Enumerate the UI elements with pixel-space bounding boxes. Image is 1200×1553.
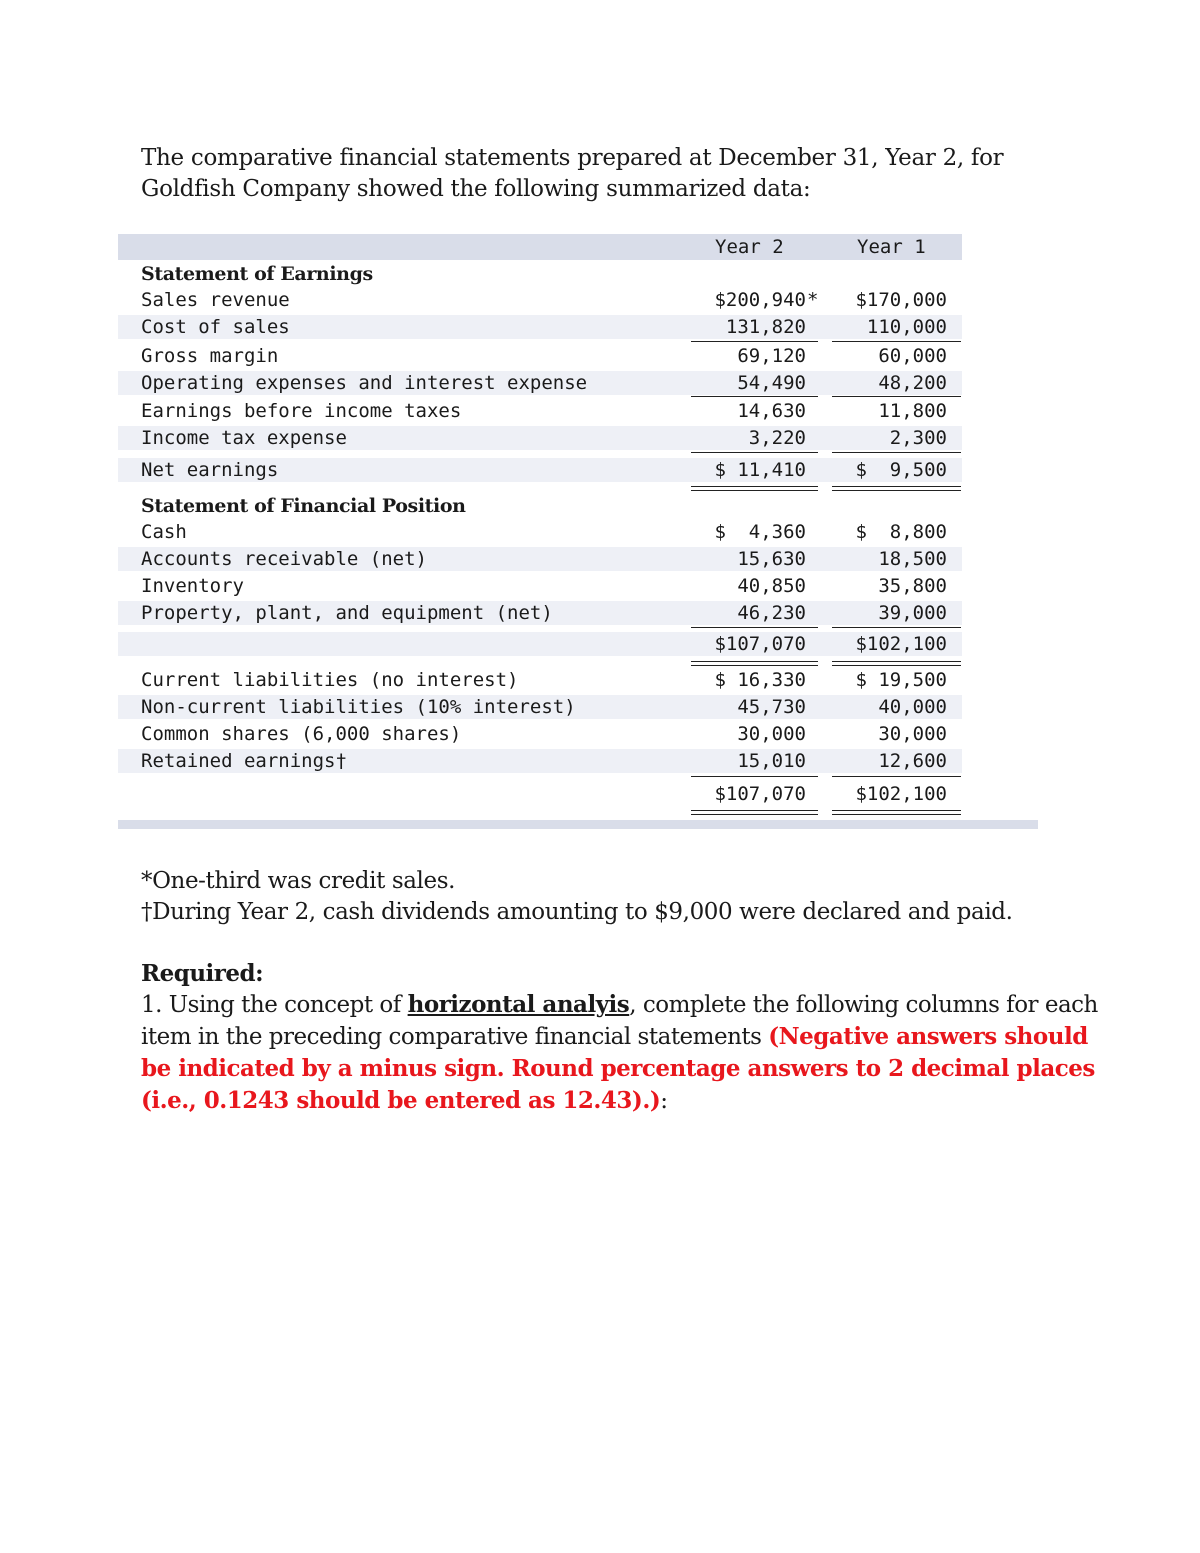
row-label: Earnings before income taxes (141, 400, 462, 422)
year2-value: 14,630 (737, 400, 806, 422)
double-underline-year1 (832, 486, 961, 491)
footnotes (141, 866, 1081, 928)
asset-row-accounts-receivable (118, 547, 962, 571)
intro-paragraph: The comparative financial statements prepared at December 31, Year 2, for Goldfish Company showed the following summarized data: (141, 145, 1004, 202)
year1-value: 40,000 (878, 696, 947, 718)
year2-value: $ 11,410 (714, 459, 806, 481)
required-item-text: , complete the following columns for each item in the preceding comparative financial statements (141, 992, 1098, 1050)
year2-value: 15,630 (737, 548, 806, 570)
underline-year1 (832, 452, 961, 453)
liability-row-non-current-liabilities (118, 695, 962, 719)
year2-value: 3,220 (748, 427, 806, 449)
year1-value: 60,000 (878, 345, 947, 367)
double-underline-year2 (691, 661, 818, 666)
year1-total: $102,100 (855, 783, 947, 805)
liability-total-row (118, 782, 962, 806)
underline-year2 (691, 396, 818, 397)
row-label: Gross margin (141, 345, 279, 367)
year1-total: $102,100 (855, 633, 947, 655)
section-title-earnings: Statement of Earnings (141, 263, 373, 285)
year2-value: $ 4,360 (714, 521, 806, 543)
asset-row-inventory (118, 574, 962, 598)
row-label: Accounts receivable (net) (141, 548, 427, 570)
double-underline-year1 (832, 810, 961, 815)
underline-year2 (691, 627, 818, 628)
required-item-prefix: 1. Using the concept of (141, 992, 408, 1018)
year1-value: 48,200 (878, 372, 947, 394)
row-label: Operating expenses and interest expense (141, 372, 588, 394)
table-footer-band (118, 820, 1038, 829)
required-title: Required: (141, 960, 264, 987)
row-label: Common shares (6,000 shares) (141, 723, 462, 745)
year1-value: $ 19,500 (855, 669, 947, 691)
double-underline-year1 (832, 661, 961, 666)
row-label: Cash (141, 521, 187, 543)
year2-value: 45,730 (737, 696, 806, 718)
underline-year2 (691, 452, 818, 453)
earnings-row-operating-expenses (118, 371, 962, 395)
year2-value: $ 16,330 (714, 669, 806, 691)
row-label: Net earnings (141, 459, 279, 481)
year2-total: $107,070 (714, 633, 806, 655)
earnings-row-sales (118, 288, 962, 312)
year1-value: 110,000 (866, 316, 947, 338)
year2-value: 46,230 (737, 602, 806, 624)
required-section (141, 958, 1101, 1117)
earnings-row-net-earnings (118, 458, 962, 482)
earnings-row-gross-margin (118, 344, 962, 368)
rounding-instructions: (Negative answers should be indicated by a minus sign. Round percentage answers to 2 decimal places (i.e., 0.1243 should be entered as 12.43).) (141, 1023, 1095, 1114)
year2-total: $107,070 (714, 783, 806, 805)
year2-value: 30,000 (737, 723, 806, 745)
earnings-row-income-tax (118, 426, 962, 450)
year1-value: 2,300 (889, 427, 947, 449)
row-label: Property, plant, and equipment (net) (141, 602, 553, 624)
underline-year2 (691, 341, 818, 342)
underline-year1 (832, 396, 961, 397)
column-header-year-2: Year 2 (715, 236, 784, 258)
asset-total-row (118, 632, 962, 656)
row-label: Sales revenue (141, 289, 290, 311)
year1-value: 18,500 (878, 548, 947, 570)
section-title-financial-position: Statement of Financial Position (141, 495, 466, 517)
row-label: Current liabilities (no interest) (141, 669, 519, 691)
table-header-band (118, 234, 962, 260)
horizontal-analysis-term: horizontal analyis (407, 991, 630, 1018)
row-label: Cost of sales (141, 316, 290, 338)
row-label: Retained earnings† (141, 750, 347, 772)
credit-sales-footnote-mark: * (807, 289, 819, 311)
year1-value: 12,600 (878, 750, 947, 772)
year2-value: 40,850 (737, 575, 806, 597)
row-label: Inventory (141, 575, 244, 597)
footnote-dividends: †During Year 2, cash dividends amounting to $9,000 were declared and paid. (141, 899, 1013, 925)
underline-year1 (832, 776, 961, 777)
year2-value: $200,940 (714, 289, 806, 311)
underline-year1 (832, 341, 961, 342)
required-item-suffix: : (660, 1088, 668, 1114)
underline-year1 (832, 627, 961, 628)
row-label: Non-current liabilities (10% interest) (141, 696, 576, 718)
year1-value: $ 8,800 (855, 521, 947, 543)
double-underline-year2 (691, 810, 818, 815)
year1-value: 39,000 (878, 602, 947, 624)
year1-value: 30,000 (878, 723, 947, 745)
year2-value: 15,010 (737, 750, 806, 772)
equity-row-common-shares (118, 722, 962, 746)
required-item-1 (141, 989, 1101, 1117)
earnings-row-earnings-before-taxes (118, 399, 962, 423)
row-label: Income tax expense (141, 427, 347, 449)
year1-value: $ 9,500 (855, 459, 947, 481)
year1-value: $170,000 (855, 289, 947, 311)
asset-row-cash (118, 520, 962, 544)
year1-value: 35,800 (878, 575, 947, 597)
asset-row-property-plant-equipment (118, 601, 962, 625)
double-underline-year2 (691, 486, 818, 491)
equity-row-retained-earnings (118, 749, 962, 773)
year2-value: 69,120 (737, 345, 806, 367)
liability-row-current-liabilities (118, 668, 962, 692)
underline-year2 (691, 776, 818, 777)
year2-value: 54,490 (737, 372, 806, 394)
footnote-credit-sales: *One-third was credit sales. (141, 868, 456, 894)
column-header-year-1: Year 1 (857, 236, 926, 258)
earnings-row-cost-of-sales (118, 315, 962, 339)
year2-value: 131,820 (725, 316, 806, 338)
year1-value: 11,800 (878, 400, 947, 422)
